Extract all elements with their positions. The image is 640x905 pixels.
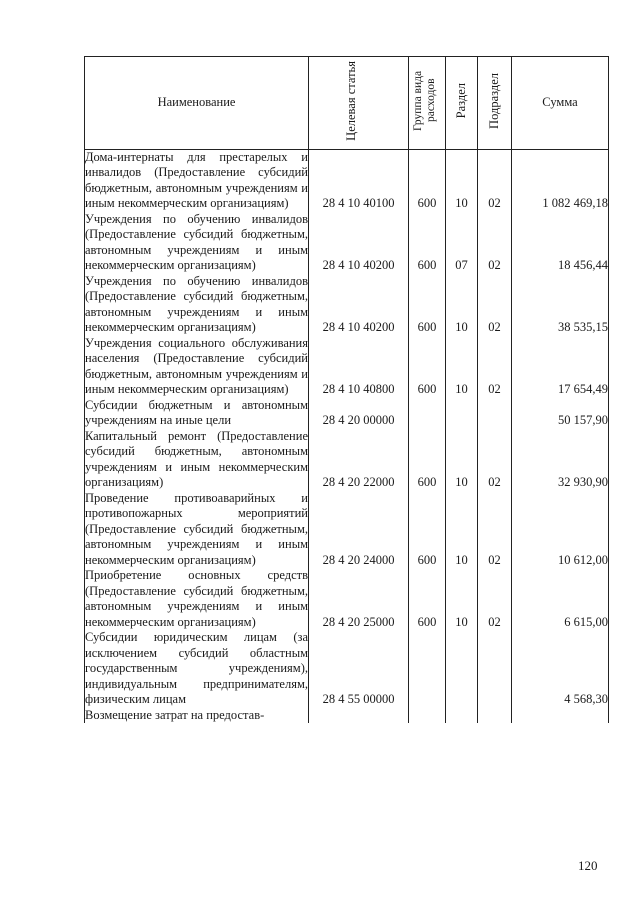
row-name: Учреждения по обучению инвалидов (Предоставление субсидий бюджетным, автономным учреждениям и иным некоммерческим организациям) — [85, 211, 308, 272]
table-row — [85, 212, 609, 274]
page-number: 120 — [578, 858, 598, 873]
row-expense-group: 600 — [409, 429, 446, 491]
row-amount: 50 157,90 — [512, 398, 609, 429]
row-subsection: 02 — [478, 336, 512, 398]
row-subsection — [478, 630, 512, 708]
row-section: 10 — [446, 491, 478, 569]
row-expense-group — [409, 708, 446, 724]
row-article: 28 4 10 40200 — [309, 274, 409, 336]
row-name: Учреждения по обучению инвалидов (Предоставление субсидий бюджетным, автономным учреждениям и иным некоммерческим организациям) — [85, 273, 308, 334]
row-article: 28 4 20 00000 — [309, 398, 409, 429]
row-section — [446, 630, 478, 708]
row-subsection: 02 — [478, 491, 512, 569]
row-expense-group — [409, 398, 446, 429]
header-article: Целевая статья — [309, 57, 409, 150]
row-amount: 1 082 469,18 — [512, 149, 609, 212]
table-row — [85, 630, 609, 708]
table-row — [85, 708, 609, 724]
table-body — [85, 149, 609, 723]
row-amount: 32 930,90 — [512, 429, 609, 491]
header-section: Раздел — [446, 57, 478, 150]
row-subsection — [478, 708, 512, 724]
row-article: 28 4 55 00000 — [309, 630, 409, 708]
row-subsection — [478, 398, 512, 429]
table-row — [85, 149, 609, 212]
row-article: 28 4 20 25000 — [309, 568, 409, 630]
row-article: 28 4 20 24000 — [309, 491, 409, 569]
row-name: Дома-интернаты для престарелых и инвалидов (Предоставление субсидий бюджетным, автономным учреждениям и иным некоммерческим организациям) — [85, 149, 308, 210]
row-name: Капитальный ремонт (Предоставление субсидий бюджетным, автономным учреждениям и иным некоммерческим организациям) — [85, 428, 308, 489]
row-name: Субсидии бюджетным и автономным учреждениям на иные цели — [85, 397, 308, 427]
row-expense-group: 600 — [409, 568, 446, 630]
row-expense-group: 600 — [409, 491, 446, 569]
budget-table — [84, 56, 609, 723]
row-article: 28 4 10 40800 — [309, 336, 409, 398]
row-expense-group: 600 — [409, 212, 446, 274]
header-name: Наименование — [85, 57, 309, 150]
row-subsection: 02 — [478, 429, 512, 491]
row-section: 10 — [446, 274, 478, 336]
table-row — [85, 274, 609, 336]
row-section: 07 — [446, 212, 478, 274]
row-name: Учреждения социального обслуживания населения (Предоставление субсидий бюджетным, автономным учреждениям и иным некоммерческим организациям) — [85, 335, 308, 396]
table-row — [85, 568, 609, 630]
table-header-row — [85, 57, 609, 150]
row-expense-group: 600 — [409, 336, 446, 398]
row-article — [309, 708, 409, 724]
row-section: 10 — [446, 568, 478, 630]
header-expense-group: Группа вида расходов — [409, 57, 446, 150]
row-name: Субсидии юридическим лицам (за исключением субсидий областным государственным учреждениям), индивидуальным предпринимателям, физическим лицам — [85, 630, 308, 706]
row-subsection: 02 — [478, 212, 512, 274]
table-row — [85, 429, 609, 491]
row-amount: 38 535,15 — [512, 274, 609, 336]
row-amount: 10 612,00 — [512, 491, 609, 569]
row-amount: 17 654,49 — [512, 336, 609, 398]
header-amount: Сумма — [512, 57, 609, 150]
table-row — [85, 491, 609, 569]
row-name: Возмещение затрат на предостав- — [85, 708, 309, 724]
table-row — [85, 398, 609, 429]
row-section: 10 — [446, 429, 478, 491]
row-subsection: 02 — [478, 274, 512, 336]
row-section: 10 — [446, 336, 478, 398]
row-amount: 6 615,00 — [512, 568, 609, 630]
row-section: 10 — [446, 149, 478, 212]
row-amount: 18 456,44 — [512, 212, 609, 274]
row-article: 28 4 20 22000 — [309, 429, 409, 491]
row-expense-group — [409, 630, 446, 708]
row-subsection: 02 — [478, 568, 512, 630]
row-name: Приобретение основных средств (Предоставление субсидий бюджетным, автономным учреждениям и иным некоммерческим организациям) — [85, 568, 308, 629]
row-name: Проведение противоаварийных и противопожарных мероприятий (Предоставление субсидий бюджетным, автономным учреждениям и иным некоммерческим организациям) — [85, 490, 308, 567]
row-expense-group: 600 — [409, 274, 446, 336]
row-expense-group: 600 — [409, 149, 446, 212]
row-amount — [512, 708, 609, 724]
row-article: 28 4 10 40200 — [309, 212, 409, 274]
table-row — [85, 336, 609, 398]
row-article: 28 4 10 40100 — [309, 149, 409, 212]
row-amount: 4 568,30 — [512, 630, 609, 708]
row-section — [446, 708, 478, 724]
row-subsection: 02 — [478, 149, 512, 212]
header-subsection: Подраздел — [478, 57, 512, 150]
row-section — [446, 398, 478, 429]
